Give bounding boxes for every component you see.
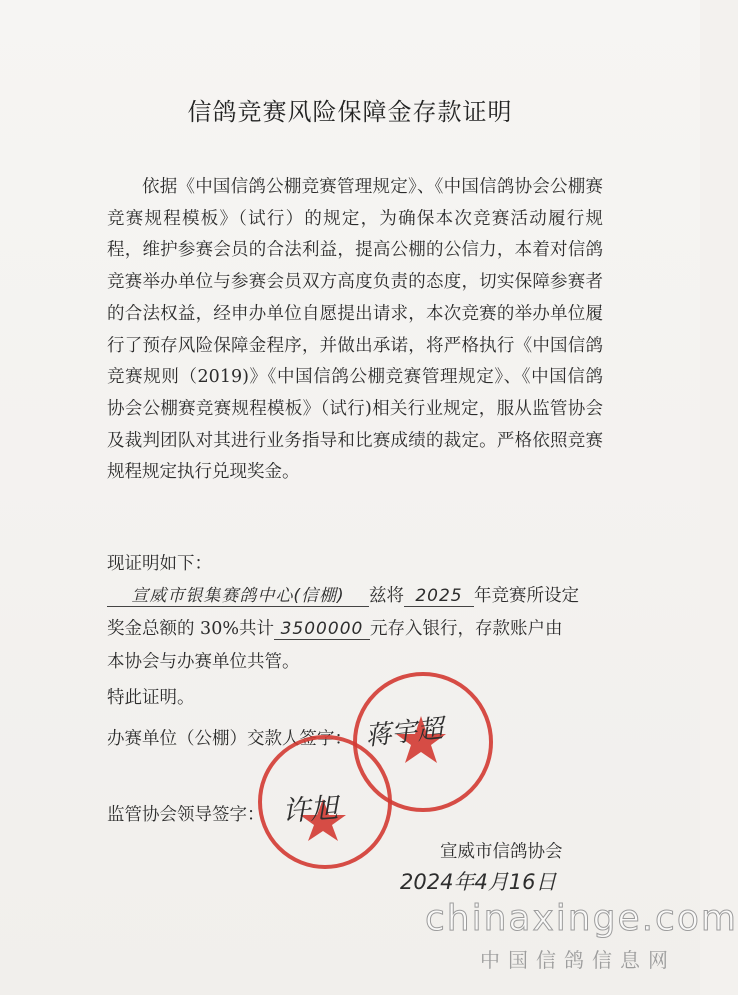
year-handwritten: 2025 (404, 586, 474, 607)
watermark-domain: chinaxinge.com (425, 898, 738, 939)
organizer-label: 办赛单位（公棚）交款人签字： (107, 729, 352, 749)
watermark-cn: 中国信鸽信息网 (480, 948, 676, 972)
loft-line (107, 581, 579, 607)
loft-name-handwritten: 宣威市银集赛鸽中心(信棚) (107, 581, 369, 607)
special-line: 特此证明。 (107, 688, 195, 708)
body-paragraph: 依据《中国信鸽公棚竞赛管理规定》、《中国信鸽协会公棚赛竞赛规程模板》（试行）的规定，为确保本次竞赛活动履行规程，维护参赛会员的合法利益，提高公棚的公信力，本着对信鸽竞赛举办单位与参赛会员双方高度负责的态度，切实保障参赛者的合法权益，经申办单位自愿提出请求，本次竞赛的举办单位履行了预存风险保障金程序，并做出承诺，将严格执行《中国信鸽竞赛规则（2019)》《中国信鸽公棚竞赛管理规定》、《中国信鸽协会公棚赛竞赛规程模板》（试行)相关行业规定，服从监管协会及裁判团队对其进行业务指导和比赛成绩的裁定。严格依照竞赛规程规定执行兑现奖金。 (107, 177, 603, 483)
year-prefix: 兹将 (369, 586, 404, 606)
assoc-label: 监管协会领导签字： (107, 805, 265, 825)
document-title: 信鸽竞赛风险保障金存款证明 (187, 98, 513, 126)
association-signature: 许旭 (281, 791, 340, 828)
amount-line (107, 615, 562, 640)
amount-handwritten: 3500000 (274, 619, 370, 640)
date-handwritten: 2024年4月16日 (400, 870, 557, 894)
managed-line: 本协会与办赛单位共管。 (107, 652, 300, 672)
amount-suffix: 元存入银行，存款账户由 (369, 619, 563, 639)
year-suffix: 年竞赛所设定 (474, 586, 579, 606)
amount-prefix: 奖金总额的 30%共计 (107, 619, 274, 639)
prove-line: 现证明如下： (107, 554, 212, 574)
organizer-signature: 蒋宇超 (363, 713, 445, 752)
issuer-name: 宣威市信鸽协会 (440, 842, 563, 862)
